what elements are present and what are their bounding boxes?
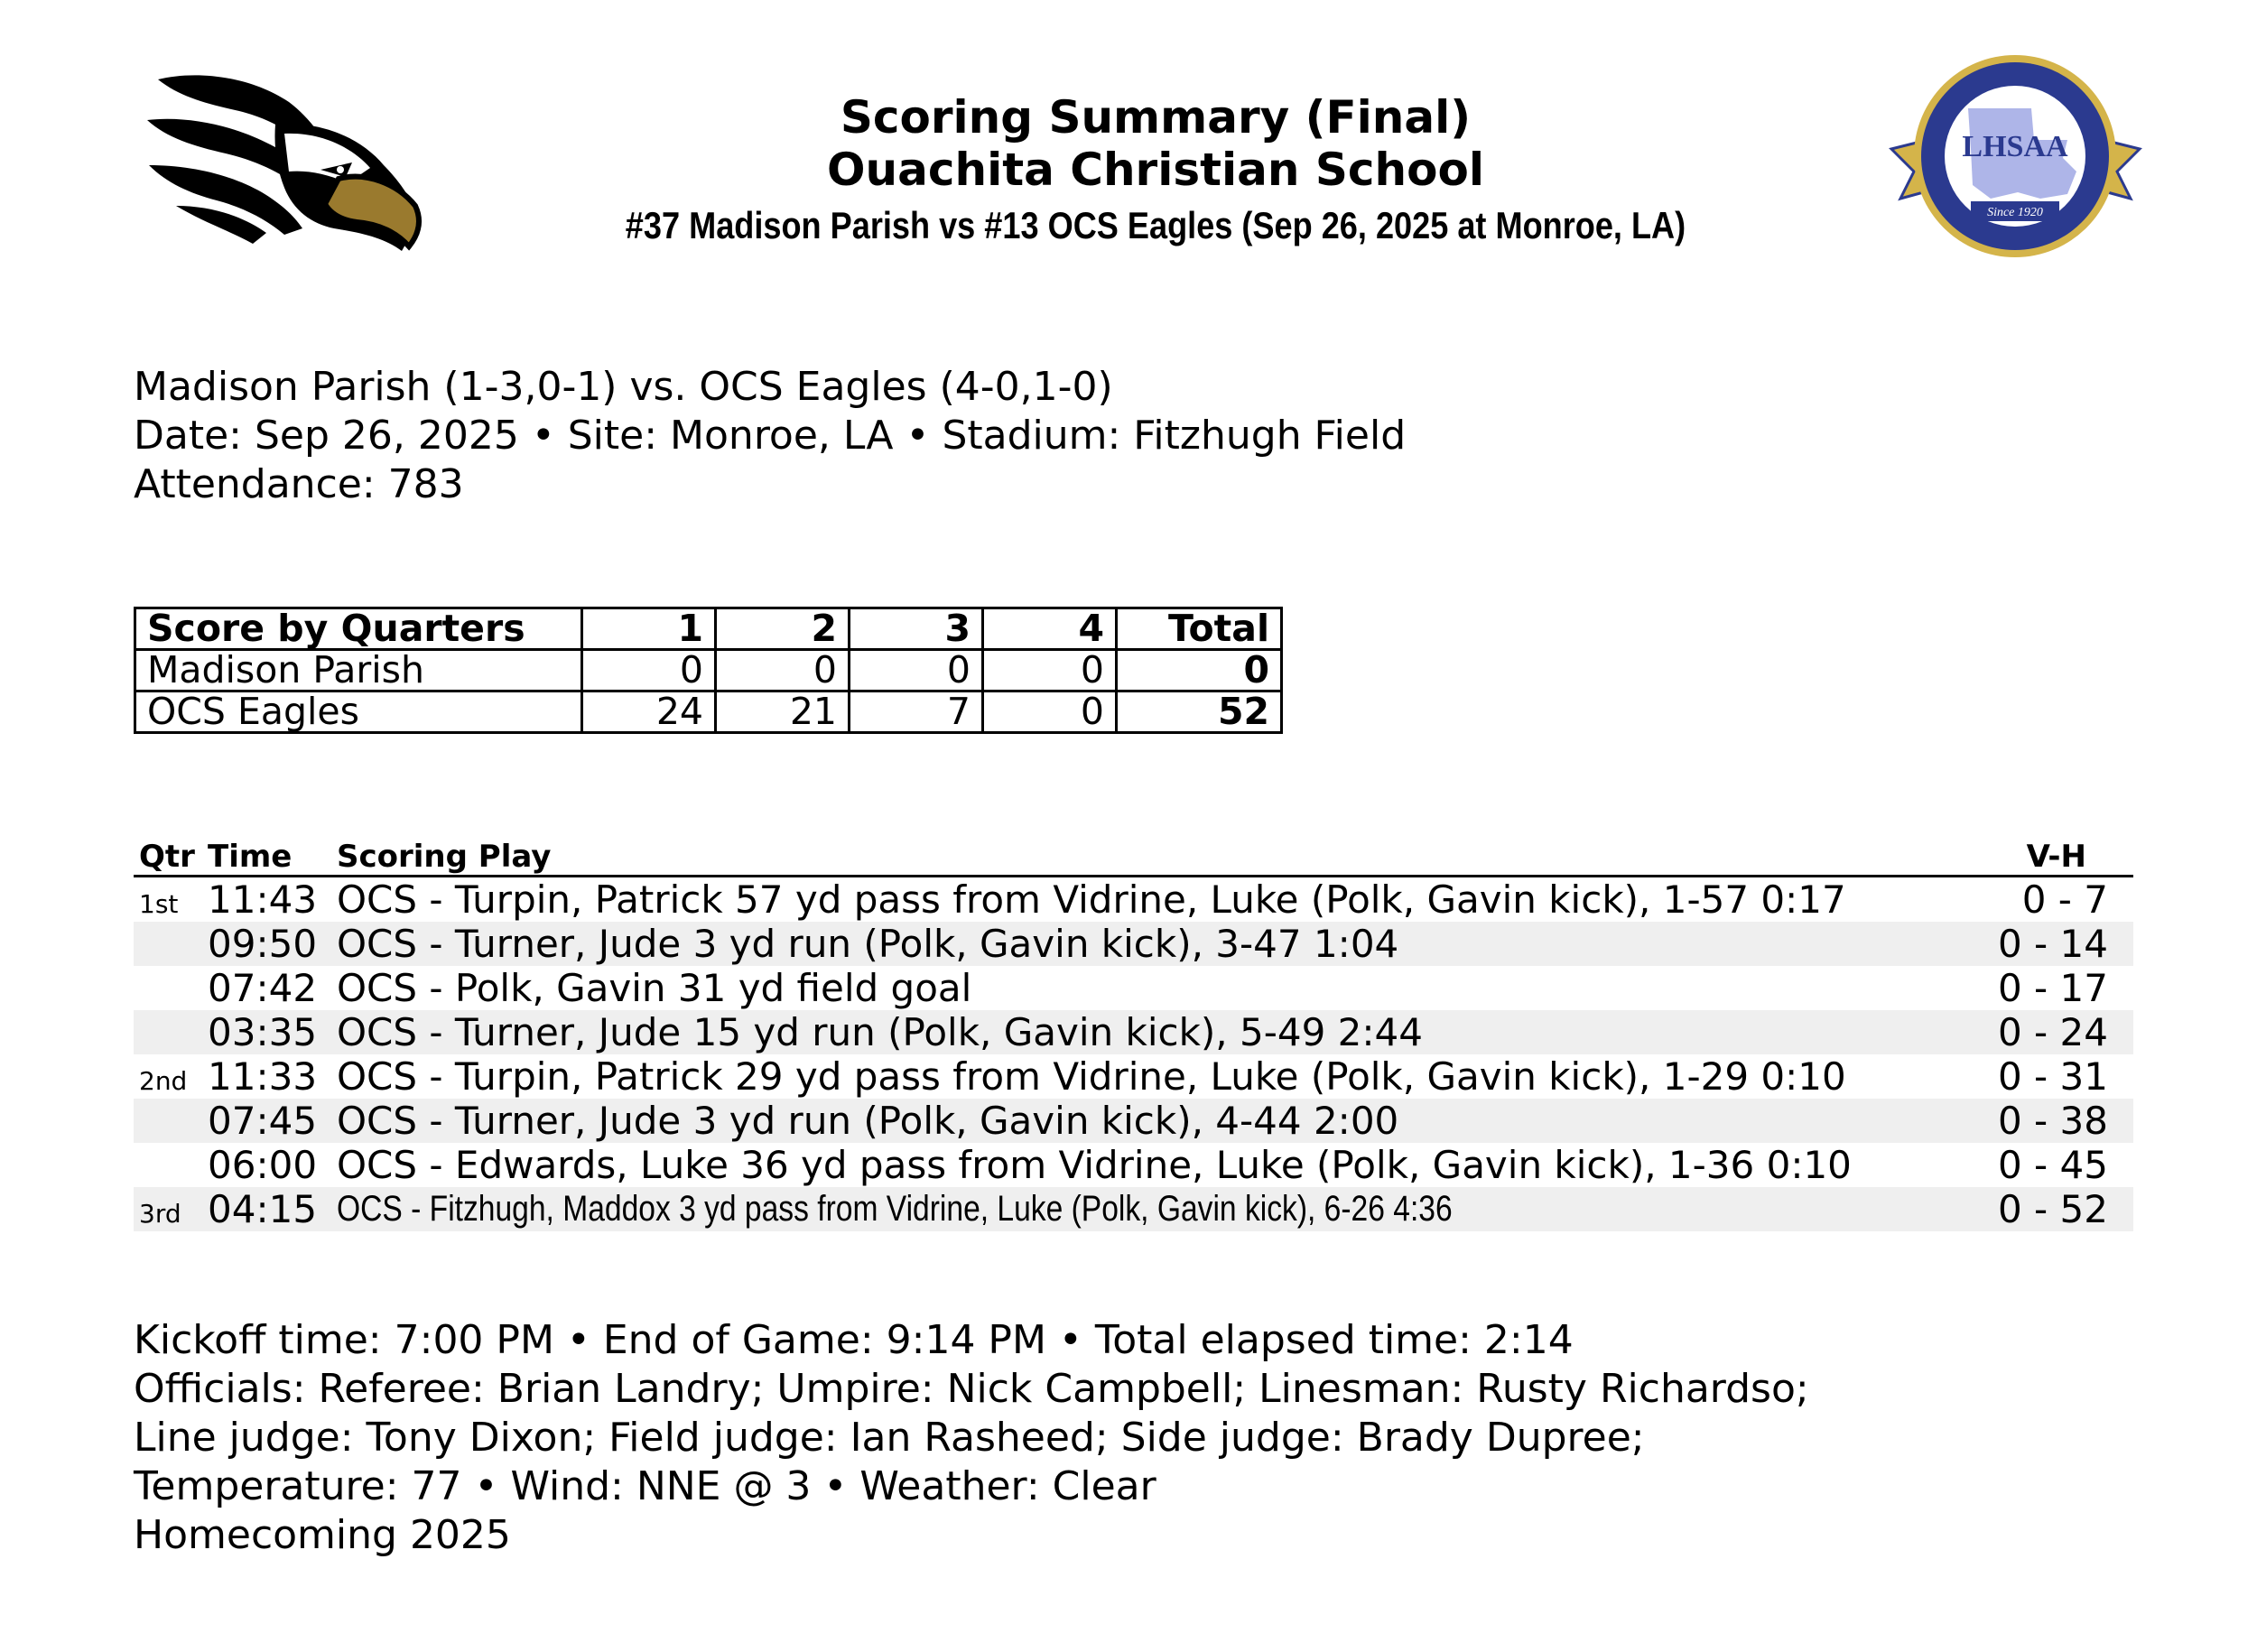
eagle-head-logo-icon <box>140 70 438 260</box>
play-qtr: 2nd <box>139 1066 188 1096</box>
scoring-plays-table <box>134 835 2133 1231</box>
svg-text:LHSAA: LHSAA <box>1962 130 2068 163</box>
play-score: 0 - 17 <box>1997 966 2108 1010</box>
play-score: 0 - 24 <box>1997 1010 2108 1054</box>
plays-header-row <box>134 835 2133 877</box>
table-row <box>134 966 2133 1010</box>
q2-score: 0 <box>716 650 850 691</box>
quarters-header-label: Score by Quarters <box>135 608 582 650</box>
weather: Temperature: 77 • Wind: NNE @ 3 • Weather: Clear <box>134 1463 1156 1509</box>
score-by-quarters-table <box>134 607 1283 734</box>
header-qtr: Qtr <box>139 839 195 875</box>
play-score: 0 - 38 <box>1997 1099 2108 1143</box>
team-name: OCS Eagles <box>135 691 582 733</box>
page-title: Scoring Summary (Final) <box>840 91 1472 144</box>
q4-score: 0 <box>983 691 1117 733</box>
play-description: OCS - Polk, Gavin 31 yd field goal <box>337 966 972 1010</box>
quarters-row-visitor <box>135 650 1282 691</box>
svg-text:Since 1920: Since 1920 <box>1987 206 2043 219</box>
total-score: 0 <box>1117 650 1282 691</box>
play-time: 09:50 <box>208 922 318 966</box>
play-score: 0 - 31 <box>1997 1054 2108 1099</box>
play-time: 07:45 <box>208 1099 318 1143</box>
play-time: 04:15 <box>208 1187 318 1231</box>
table-row <box>134 1143 2133 1187</box>
quarters-header-q1: 1 <box>582 608 716 650</box>
table-row <box>134 1187 2133 1231</box>
table-row <box>134 1054 2133 1099</box>
play-score: 0 - 14 <box>1997 922 2108 966</box>
play-description: OCS - Fitzhugh, Maddox 3 yd pass from Vidrine, Luke (Polk, Gavin kick), 6-26 4:36 <box>337 1189 1453 1229</box>
quarters-row-home <box>135 691 1282 733</box>
quarters-header-total: Total <box>1117 608 1282 650</box>
play-description: OCS - Turner, Jude 15 yd run (Polk, Gavin kick), 5-49 2:44 <box>337 1010 1423 1054</box>
play-time: 11:33 <box>208 1054 318 1099</box>
play-description: OCS - Turpin, Patrick 57 yd pass from Vidrine, Luke (Polk, Gavin kick), 1-57 0:17 <box>337 877 1846 922</box>
play-time: 07:42 <box>208 966 318 1010</box>
date-site-stadium: Date: Sep 26, 2025 • Site: Monroe, LA • Stadium: Fitzhugh Field <box>134 413 1407 459</box>
q4-score: 0 <box>983 650 1117 691</box>
play-qtr: 3rd <box>139 1199 181 1229</box>
play-time: 03:35 <box>208 1010 318 1054</box>
play-score: 0 - 52 <box>1997 1187 2108 1231</box>
q2-score: 21 <box>716 691 850 733</box>
matchup-line: #37 Madison Parish vs #13 OCS Eagles (Sep 26, 2025 at Monroe, LA) <box>625 204 1686 246</box>
table-row <box>134 922 2133 966</box>
q3-score: 7 <box>850 691 983 733</box>
play-description: OCS - Turpin, Patrick 29 yd pass from Vidrine, Luke (Polk, Gavin kick), 1-29 0:10 <box>337 1054 1846 1099</box>
quarters-header-q3: 3 <box>850 608 983 650</box>
play-score: 0 - 7 <box>2021 877 2108 922</box>
q3-score: 0 <box>850 650 983 691</box>
quarters-header-row <box>135 608 1282 650</box>
total-score: 52 <box>1117 691 1282 733</box>
game-note: Homecoming 2025 <box>134 1512 511 1558</box>
play-description: OCS - Turner, Jude 3 yd run (Polk, Gavin kick), 4-44 2:00 <box>337 1099 1399 1143</box>
header-vh: V-H <box>2026 839 2086 875</box>
quarters-header-q2: 2 <box>716 608 850 650</box>
play-description: OCS - Turner, Jude 3 yd run (Polk, Gavin kick), 3-47 1:04 <box>337 922 1399 966</box>
table-row <box>134 1099 2133 1143</box>
officials-line-2: Line judge: Tony Dixon; Field judge: Ian Rasheed; Side judge: Brady Dupree; <box>134 1415 1645 1461</box>
play-time: 11:43 <box>208 877 318 922</box>
play-time: 06:00 <box>208 1143 318 1187</box>
q1-score: 24 <box>582 691 716 733</box>
team-name: Madison Parish <box>135 650 582 691</box>
game-times: Kickoff time: 7:00 PM • End of Game: 9:14 PM • Total elapsed time: 2:14 <box>134 1317 1574 1363</box>
play-description: OCS - Edwards, Luke 36 yd pass from Vidrine, Luke (Polk, Gavin kick), 1-36 0:10 <box>337 1143 1852 1187</box>
play-score: 0 - 45 <box>1997 1143 2108 1187</box>
table-row <box>134 877 2133 922</box>
teams-records: Madison Parish (1-3,0-1) vs. OCS Eagles (4-0,1-0) <box>134 364 1113 410</box>
officials-line-1: Officials: Referee: Brian Landry; Umpire: Nick Campbell; Linesman: Rusty Richardso; <box>134 1366 1809 1412</box>
lhsaa-seal-icon <box>1882 50 2149 266</box>
play-qtr: 1st <box>139 889 179 919</box>
header-scoring-play: Scoring Play <box>337 839 552 875</box>
quarters-header-q4: 4 <box>983 608 1117 650</box>
q1-score: 0 <box>582 650 716 691</box>
table-row <box>134 1010 2133 1054</box>
school-name: Ouachita Christian School <box>827 144 1484 196</box>
attendance: Attendance: 783 <box>134 461 464 507</box>
header-time: Time <box>208 839 293 875</box>
